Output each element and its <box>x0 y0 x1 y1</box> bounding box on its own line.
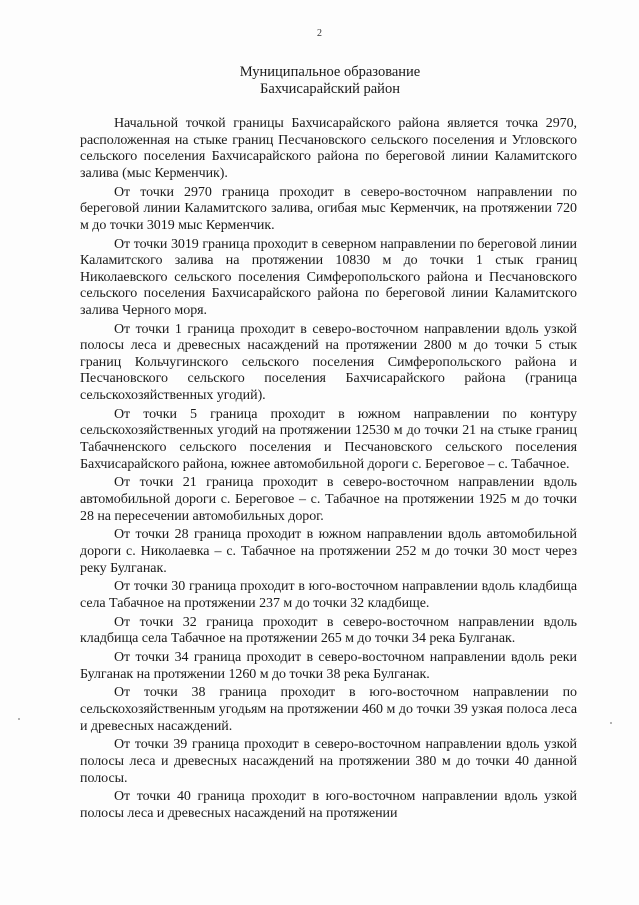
paragraph: От точки 40 граница проходит в юго-восточном направлении вдоль узкой полосы леса и древесных насаждений на протяжении <box>80 789 577 821</box>
document-body <box>80 116 577 823</box>
paragraph: От точки 21 граница проходит в северо-восточном направлении вдоль автомобильной дороги с. Береговое – с. Табачное на протяжении 1925 м до точки 28 на пересечении автомобильных дорог. <box>80 475 577 524</box>
paragraph: От точки 3019 граница проходит в северном направлении по береговой линии Каламитского залива на протяжении 10830 м до точки 1 стык границ Николаевского сельского поселения Симферопольского района и Песчановского сельского поселения Бахчисарайского района по береговой линии Каламитского залива Черного моря. <box>80 236 577 318</box>
paragraph: От точки 28 граница проходит в южном направлении вдоль автомобильной дороги с. Николаевка – с. Табачное на протяжении 252 м до точки 30 мост через реку Булганак. <box>80 527 577 576</box>
paragraph: От точки 2970 граница проходит в северо-восточном направлении по береговой линии Каламитского залива, огибая мыс Керменчик, на протяжении 720 м до точки 3019 мыс Керменчик. <box>80 184 577 233</box>
paragraph: Начальной точкой границы Бахчисарайского района является точка 2970, расположенная на стыке границ Песчановского сельского поселения и Угловского сельского поселения Бахчисарайского района по береговой линии Каламитского залива (мыс Керменчик). <box>80 116 577 181</box>
document-heading <box>80 64 580 98</box>
scan-speck <box>610 722 612 724</box>
paragraph: От точки 5 граница проходит в южном направлении по контуру сельскохозяйственных угодий на протяжении 12530 м до точки 21 на стыке границ Табачненского сельского поселения и Песчановского сельского поселения Бахчисарайского района, южнее автомобильной дороги с. Береговое – с. Табачное. <box>80 406 577 472</box>
scan-speck <box>18 718 20 720</box>
paragraph: От точки 32 граница проходит в северо-восточном направлении вдоль кладбища села Табачное на протяжении 265 м до точки 34 река Булганак. <box>80 614 577 647</box>
paragraph: От точки 38 граница проходит в юго-восточном направлении по сельскохозяйственным угодьям на протяжении 460 м до точки 39 узкая полоса леса и древесных насаждений. <box>80 685 577 734</box>
paragraph: От точки 34 граница проходит в северо-восточном направлении вдоль реки Булганак на протяжении 1260 м до точки 38 река Булганак. <box>80 650 577 682</box>
paragraph: От точки 1 граница проходит в северо-восточном направлении вдоль узкой полосы леса и древесных насаждений на протяжении 2800 м до точки 5 стык границ Кольчугинского сельского поселения Симферопольского района и Песчановского сельского поселения Бахчисарайского района (граница сельскохозяйственных угодий). <box>80 321 577 404</box>
heading-line-2: Бахчисарайский район <box>260 81 400 97</box>
paragraph: От точки 39 граница проходит в северо-восточном направлении вдоль узкой полосы леса и древесных насаждений на протяжении 380 м до точки 40 данной полосы. <box>80 737 577 786</box>
page-number: 2 <box>317 28 322 39</box>
heading-line-1: Муниципальное образование <box>239 64 421 80</box>
paragraph: От точки 30 граница проходит в юго-восточном направлении вдоль кладбища села Табачное на протяжении 237 м до точки 32 кладбище. <box>80 579 577 611</box>
